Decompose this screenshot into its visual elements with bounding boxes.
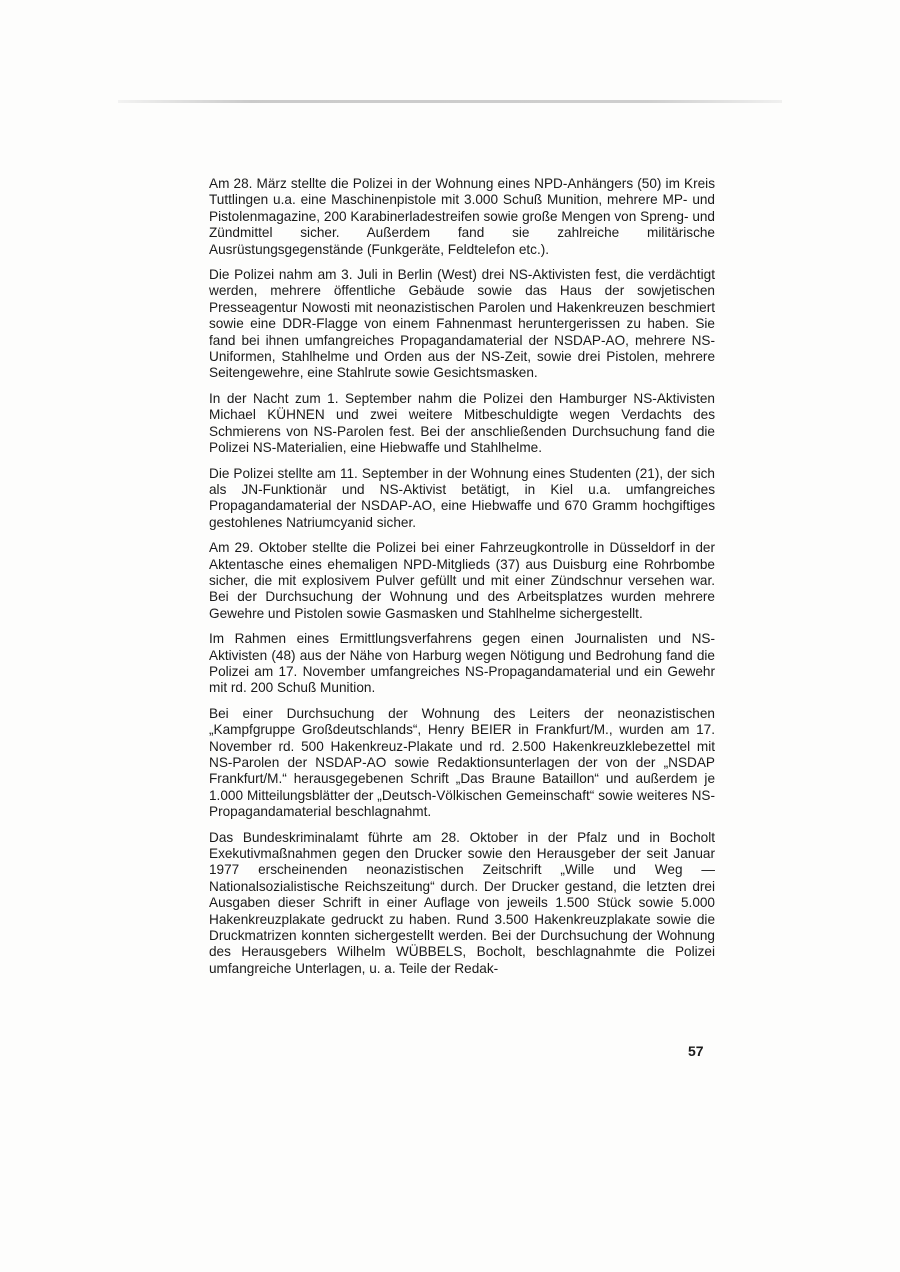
paragraph-september-hamburg: In der Nacht zum 1. September nahm die Polizei den Hamburger NS-Aktivisten Michael KÜHNEN und zwei weitere Mitbeschuldigte wegen Verdachts des Schmierens von NS-Parolen fest. Bei der anschließenden Durchsuchung fand die Polizei NS-Materialien, eine Hiebwaffe und Stahlhelme. [209,390,715,456]
paragraph-november-frankfurt: Bei einer Durchsuchung der Wohnung des Leiters der neonazistischen „Kampfgruppe Großdeutschlands“, Henry BEIER in Frankfurt/M., wurden am 17. November rd. 500 Hakenkreuz-Plakate und rd. 2.500 Hakenkreuzklebezettel mit NS-Parolen der NSDAP-AO sowie Redaktionsunterlagen der von der „NSDAP Frankfurt/M.“ herausgegebenen Schrift „Das Braune Bataillon“ und außerdem je 1.000 Mitteilungsblätter der „Deutsch-Völkischen Gemeinschaft“ sowie weiteres NS-Propagandamaterial beschlagnahmt. [209,705,715,820]
paragraph-november-harburg: Im Rahmen eines Ermittlungsverfahrens gegen einen Journalisten und NS-Aktivisten (48) aus der Nähe von Harburg wegen Nötigung und Bedrohung fand die Polizei am 17. November umfangreiches NS-Propagandamaterial und ein Gewehr mit rd. 200 Schuß Munition. [209,631,715,696]
top-rule [118,100,782,103]
paragraph-juli-berlin: Die Polizei nahm am 3. Juli in Berlin (West) drei NS-Aktivisten fest, die verdächtigt werden, mehrere öffentliche Gebäude sowie das Haus der sowjetischen Presseagentur Nowosti mit neonazistischen Parolen und Hakenkreuzen beschmiert sowie eine DDR-Flagge von einem Fahnenmast heruntergerissen zu haben. Sie fand bei ihnen umfangreiches Propagandamaterial der NSDAP-AO, mehrere NS-Uniformen, Stahlhelme und Orden aus der NS-Zeit, sowie drei Pistolen, mehrere Seitengewehre, eine Stahlrute sowie Gesichtsmasken. [209,267,715,381]
paragraph-maerz: Am 28. März stellte die Polizei in der Wohnung eines NPD-Anhängers (50) im Kreis Tuttlingen u.a. eine Maschinenpistole mit 3.000 Schuß Munition, mehrere MP- und Pistolenmagazine, 200 Karabinerladestreifen sowie große Mengen von Spreng- und Zündmittel sicher. Außerdem fand sie zahlreiche militärische Ausrüstungsgegenstände (Funkgeräte, Feldtelefon etc.). [209,176,715,257]
paragraph-september-kiel: Die Polizei stellte am 11. September in der Wohnung eines Studenten (21), der sich als JN-Funktionär und NS-Aktivist betätigt, in Kiel u.a. umfangreiches Propagandamaterial der NSDAP-AO, eine Hiebwaffe und 670 Gramm hochgiftiges gestohlenes Natriumcyanid sicher. [209,465,715,530]
paragraph-oktober-duesseldorf: Am 29. Oktober stellte die Polizei bei einer Fahrzeugkontrolle in Düsseldorf in der Aktentasche eines ehemaligen NPD-Mitglieds (37) aus Duisburg eine Rohrbombe sicher, die mit explosivem Pulver gefüllt und mit einer Zündschnur versehen war. Bei der Durchsuchung der Wohnung und des Arbeitsplatzes wurden mehrere Gewehre und Pistolen sowie Gasmasken und Stahlhelme sichergestellt. [209,540,715,621]
page-number: 57 [688,1043,704,1059]
paragraph-bundeskriminalamt: Das Bundeskriminalamt führte am 28. Oktober in der Pfalz und in Bocholt Exekutivmaßnahmen gegen den Drucker sowie den Herausgeber der seit Januar 1977 erscheinenden neonazistischen Zeitschrift „Wille und Weg — Nationalsozialistische Reichszeitung“ durch. Der Drucker gestand, die letzten drei Ausgaben dieser Schrift in einer Auflage von jeweils 1.500 Stück sowie 5.000 Hakenkreuzplakate gedruckt zu haben. Rund 3.500 Hakenkreuzplakate sowie die Druckmatrizen konnten sichergestellt werden. Bei der Durchsuchung der Wohnung des Herausgebers Wilhelm WÜBBELS, Bocholt, beschlagnahmte die Polizei umfangreiche Unterlagen, u. a. Teile der Redak- [209,829,715,976]
body-text [209,176,715,986]
